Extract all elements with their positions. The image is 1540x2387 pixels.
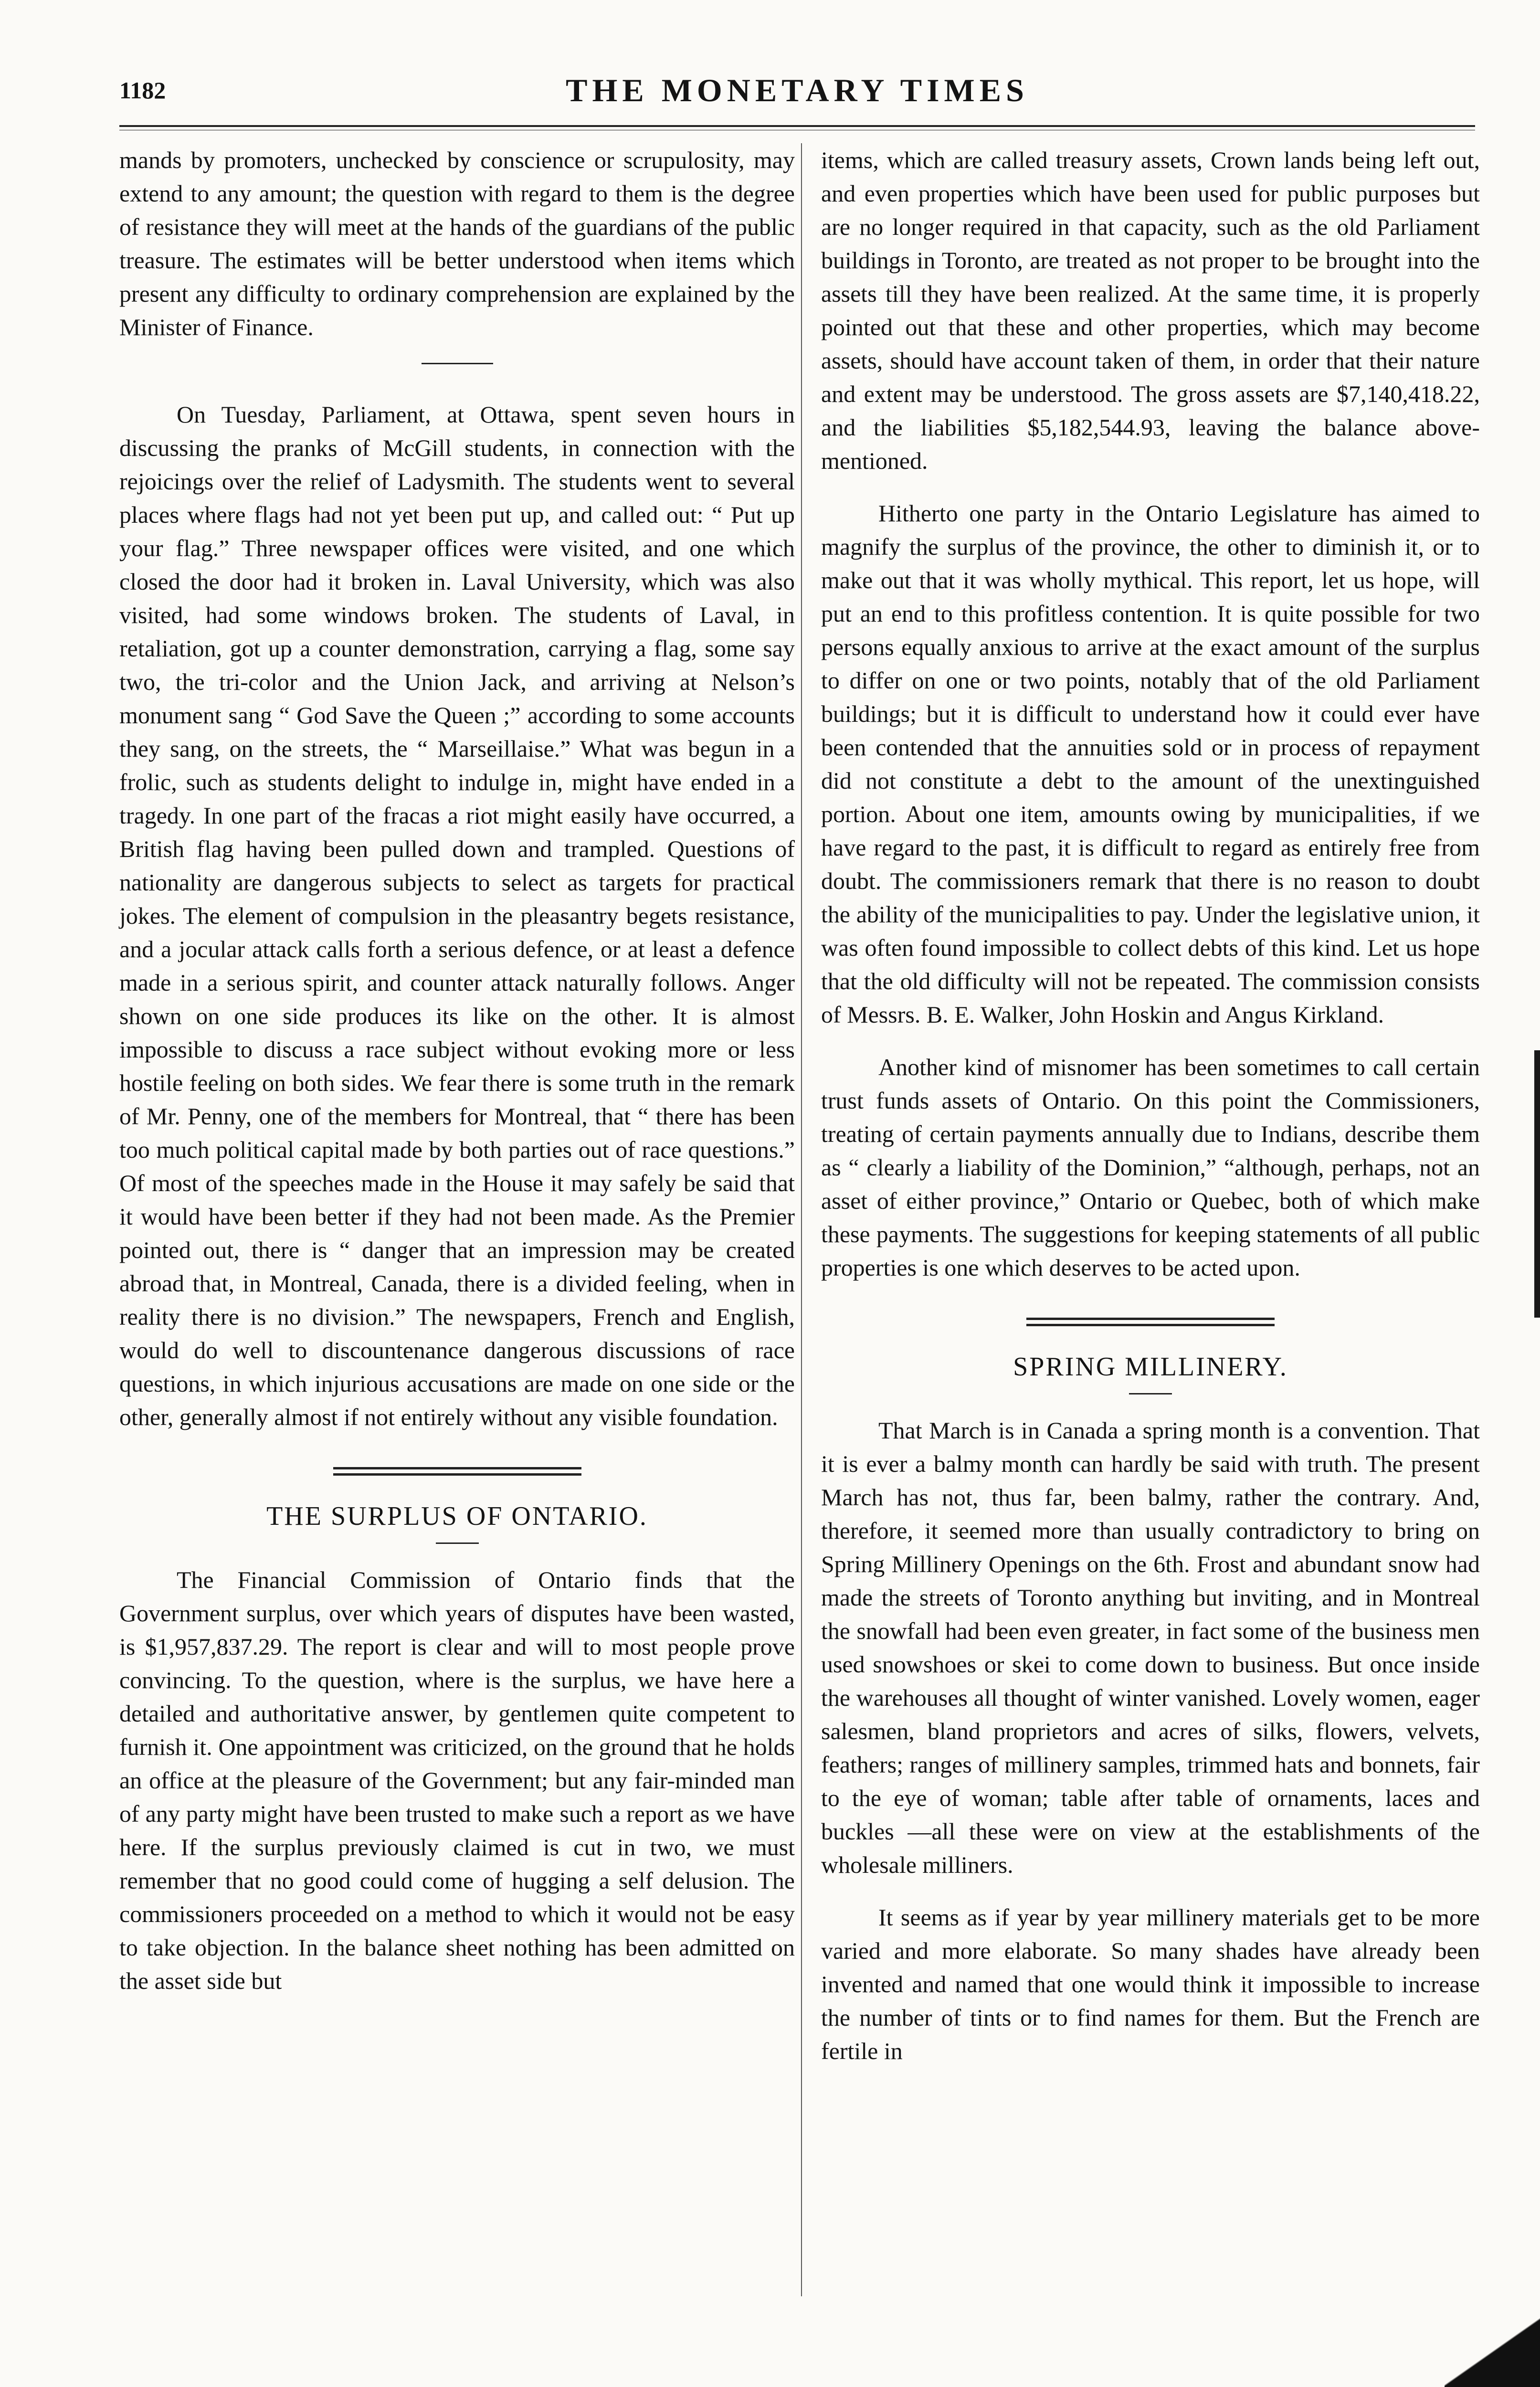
heading-rule bbox=[436, 1542, 479, 1544]
right-column bbox=[821, 143, 1480, 2087]
right-paragraph-5: It seems as if year by year millinery materials get to be more varied and more elaborate. So many shades have already been invented and named that one would think it impossible to increase the number of tints or to find names for them. But the French are fertile in bbox=[821, 1904, 1480, 2064]
left-paragraph-2: On Tuesday, Parliament, at Ottawa, spent seven hours in discussing the pranks of McGill students, in connection with the rejoicings over the relief of Ladysmith. The students went to several places where flags had not yet been put up, and called out: “ Put up your flag.” Three newspaper offices were visited, and one which closed the door had it broken in. Laval University, which was also visited, had some windows broken. The students of Laval, in retaliation, got up a counter demonstration, carrying a flag, some say two, the tri-color and the Union Jack, and arriving at Nelson’s monument sang “ God Save the Queen ;” according to some accounts they sang, on the streets, the “ Marseillaise.” What was begun in a frolic, such as students delight to indulge in, might have ended in a tragedy. In one part of the fracas a riot might easily have occurred, a British flag having been pulled down and trampled. Questions of nationality are dangerous subjects to select as targets for practical jokes. The element of compulsion in the pleasantry begets resistance, and a jocular attack calls forth a serious defence, or at least a defence made in a serious spirit, and counter attack naturally follows. Anger shown on one side produces its like on the other. It is almost impossible to discuss a race subject without evoking more or less hostile feeling on both sides. We fear there is some truth in the remark of Mr. Penny, one of the members for Montreal, that “ there has been too much political capital made by both parties out of race questions.” Of most of the speeches made in the House it may safely be said that it would have been better if they had not been made. As the Premier pointed out, there is “ danger that an impression may be created abroad that, in Montreal, Canada, there is a divided feeling, when in reality there is no division.” The newspapers, French and English, would do well to discountenance dangerous discussions of race questions, in which injurious accusations are made on one side or the other, generally almost if not entirely without any visible foundation. bbox=[119, 401, 795, 1430]
right-paragraph-3: Another kind of misnomer has been sometimes to call certain trust funds assets of Ontario. On this point the Commissioners, treating of certain payments annually due to Indians, describe them as “ clearly a liability of the Dominion,” “although, perhaps, not an asset of either province,” Ontario or Quebec, both of which make these payments. The suggestions for keeping statements of all public properties is one which deserves to be acted upon. bbox=[821, 1054, 1480, 1281]
heading-rule bbox=[1129, 1393, 1172, 1394]
left-column bbox=[119, 143, 795, 2017]
section-heading-millinery: SPRING MILLINERY. bbox=[1013, 1352, 1288, 1382]
separator-rule bbox=[422, 363, 493, 364]
right-paragraph-4: That March is in Canada a spring month is a convention. That it is ever a balmy month can hardly be said with truth. The present March has not, thus far, been balmy, rather the contrary. And, therefore, it seemed more than usually contradictory to bring on Spring Millinery Openings on the 6th. Frost and abundant snow had made the streets of Toronto anything but inviting, and in Montreal the snowfall had been even greater, in fact some of the business men used snowshoes or skei to come down to business. But once inside the warehouses all thought of winter vanished. Lovely women, eager salesmen, bland proprietors and acres of silks, flowers, velvets, feathers; ranges of millinery samples, trimmed hats and bonnets, fair to the eye of woman; table after table of ornaments, laces and buckles —all these were on view at the establishments of the wholesale milliners. bbox=[821, 1417, 1480, 1878]
left-paragraph-1: mands by promoters, unchecked by conscience or scrupulosity, may extend to any amount; the question with regard to them is the degree of resistance they will meet at the hands of the guardians of the public treasure. The estimates will be better understood when items which present any difficulty to ordinary comprehension are explained by the Minister of Finance. bbox=[119, 147, 795, 340]
page-number: 1182 bbox=[119, 77, 166, 104]
publication-title: THE MONETARY TIMES bbox=[566, 72, 1029, 108]
right-paragraph-1: items, which are called treasury assets, Crown lands being left out, and even properties which have been used for public purposes but are no longer required in that capacity, such as the old Parliament buildings in Toronto, are treated as not proper to be brought into the assets till they have been realized. At the same time, it is properly pointed out that these and other properties, which may become assets, should have account taken of them, in order that their nature and extent may be understood. The gross assets are $7,140,418.22, and the liabilities $5,182,544.93, leaving the balance above-mentioned. bbox=[821, 147, 1480, 474]
left-paragraph-3: The Financial Commission of Ontario finds that the Government surplus, over which years of disputes have been wasted, is $1,957,837.29. The report is clear and will to most people prove convincing. To the question, where is the surplus, we have here a detailed and authoritative answer, by gentlemen quite competent to furnish it. One appointment was criticized, on the ground that he holds an office at the pleasure of the Government; but any fair-minded man of any party might have been trusted to make such a report as we have here. If the surplus previously claimed is cut in two, we must remember that no good could come of hugging a self delusion. The commissioners proceeded on a method to which it would not be easy to take objection. In the balance sheet nothing has been admitted on the asset side but bbox=[119, 1566, 795, 1994]
right-paragraph-2: Hitherto one party in the Ontario Legislature has aimed to magnify the surplus of the province, the other to diminish it, or to make out that it was wholly mythical. This report, let us hope, will put an end to this profitless contention. It is quite possible for two persons equally anxious to arrive at the exact amount of the surplus to differ on one or two points, notably that of the old Parliament buildings; but it is difficult to understand how it could ever have been contended that the annuities sold or in process of repayment did not constitute a debt to the amount of the unextinguished portion. About one item, amounts owing by municipalities, if we have regard to the past, it is difficult to regard as entirely free from doubt. The commissioners remark that there is no reason to doubt the ability of the municipalities to pay. Under the legislative union, it was often found impossible to collect debts of this kind. Let us hope that the old difficulty will not be repeated. The commission consists of Messrs. B. E. Walker, John Hoskin and Angus Kirkland. bbox=[821, 500, 1480, 1028]
section-heading-surplus: THE SURPLUS OF ONTARIO. bbox=[266, 1501, 648, 1531]
page-corner-curl bbox=[1445, 2280, 1540, 2387]
section-double-rule bbox=[333, 1467, 581, 1476]
binding-shadow bbox=[1534, 1050, 1540, 1318]
header-rule bbox=[119, 125, 1475, 130]
section-double-rule bbox=[1026, 1318, 1275, 1326]
column-divider bbox=[801, 143, 802, 2296]
page-header bbox=[119, 72, 1475, 119]
